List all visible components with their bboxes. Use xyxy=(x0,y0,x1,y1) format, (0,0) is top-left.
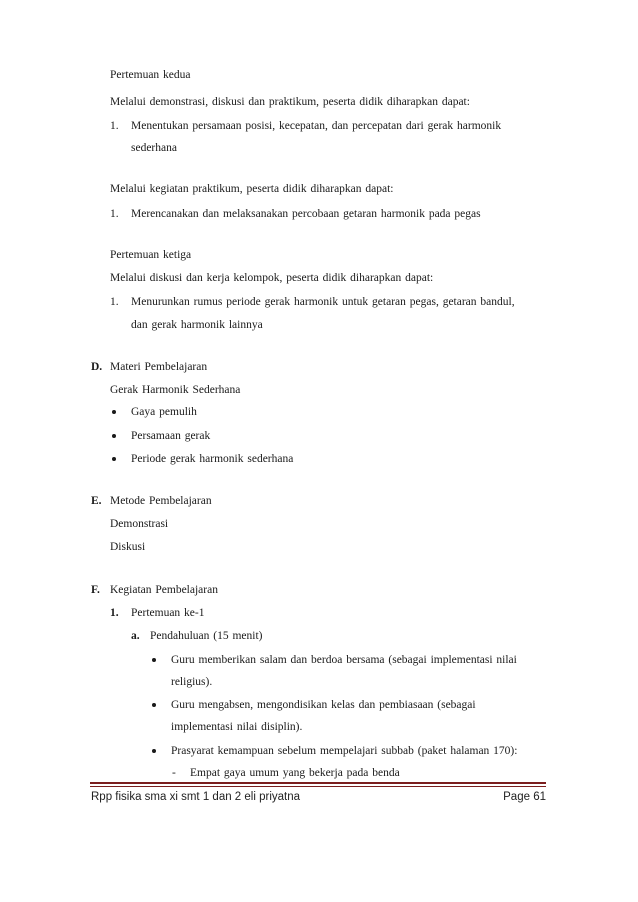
section-e-letter: E. xyxy=(91,495,102,507)
bullet-item: Persamaan gerak xyxy=(131,430,211,442)
bullet-item-cont: religius). xyxy=(171,676,213,688)
section-d-subtitle: Gerak Harmonik Sederhana xyxy=(110,384,241,396)
footer-title: Rpp fisika sma xi smt 1 dan 2 eli priyatna xyxy=(91,791,301,803)
page-number: Page 61 xyxy=(503,791,546,803)
pertemuan-kedua-intro-2: Melalui kegiatan praktikum, peserta didik diharapkan dapat: xyxy=(110,183,394,195)
bullet-item: Periode gerak harmonik sederhana xyxy=(131,453,294,465)
bullet-icon xyxy=(112,434,116,438)
section-e-item: Diskusi xyxy=(110,541,146,553)
list-number: 1. xyxy=(110,120,119,132)
bullet-item-cont: implementasi nilai disiplin). xyxy=(171,721,303,733)
bullet-item: Guru memberikan salam dan berdoa bersama (sebagai implementasi nilai xyxy=(171,654,517,666)
list-item-text: Menentukan persamaan posisi, kecepatan, dan percepatan dari gerak harmonik xyxy=(131,120,502,132)
pertemuan-ketiga-title: Pertemuan ketiga xyxy=(110,249,192,261)
list-item-text: Menurunkan rumus periode gerak harmonik untuk getaran pegas, getaran bandul, xyxy=(131,296,515,308)
section-e-item: Demonstrasi xyxy=(110,518,169,530)
bullet-item: Gaya pemulih xyxy=(131,406,197,418)
section-d-title: Materi Pembelajaran xyxy=(110,361,208,373)
bullet-icon xyxy=(152,749,156,753)
section-e-title: Metode Pembelajaran xyxy=(110,495,212,507)
section-d-letter: D. xyxy=(91,361,103,373)
bullet-icon xyxy=(112,457,116,461)
list-item-text: Merencanakan dan melaksanakan percobaan getaran harmonik pada pegas xyxy=(131,208,481,220)
list-item-text-cont: sederhana xyxy=(131,142,177,154)
subsubsection-title: Pendahuluan (15 menit) xyxy=(150,630,263,642)
list-number: 1. xyxy=(110,296,119,308)
bullet-icon xyxy=(112,410,116,414)
bullet-item: Prasyarat kemampuan sebelum mempelajari subbab (paket halaman 170): xyxy=(171,745,518,757)
list-item-text-cont: dan gerak harmonik lainnya xyxy=(131,319,263,331)
pertemuan-kedua-intro-1: Melalui demonstrasi, diskusi dan praktikum, peserta didik diharapkan dapat: xyxy=(110,96,470,108)
dash-item: Empat gaya umum yang bekerja pada benda xyxy=(190,767,400,779)
footer-rule xyxy=(90,782,546,784)
pertemuan-kedua-title: Pertemuan kedua xyxy=(110,69,191,81)
bullet-icon xyxy=(152,703,156,707)
list-number: 1. xyxy=(110,208,119,220)
subsubsection-letter: a. xyxy=(131,630,140,642)
dash-marker: - xyxy=(172,767,176,779)
pertemuan-ketiga-intro: Melalui diskusi dan kerja kelompok, peserta didik diharapkan dapat: xyxy=(110,272,434,284)
subsection-title: Pertemuan ke-1 xyxy=(131,607,205,619)
section-f-title: Kegiatan Pembelajaran xyxy=(110,584,218,596)
bullet-icon xyxy=(152,658,156,662)
bullet-item: Guru mengabsen, mengondisikan kelas dan pembiasaan (sebagai xyxy=(171,699,476,711)
subsection-number: 1. xyxy=(110,607,119,619)
section-f-letter: F. xyxy=(91,584,100,596)
footer-rule-thin xyxy=(90,786,546,787)
